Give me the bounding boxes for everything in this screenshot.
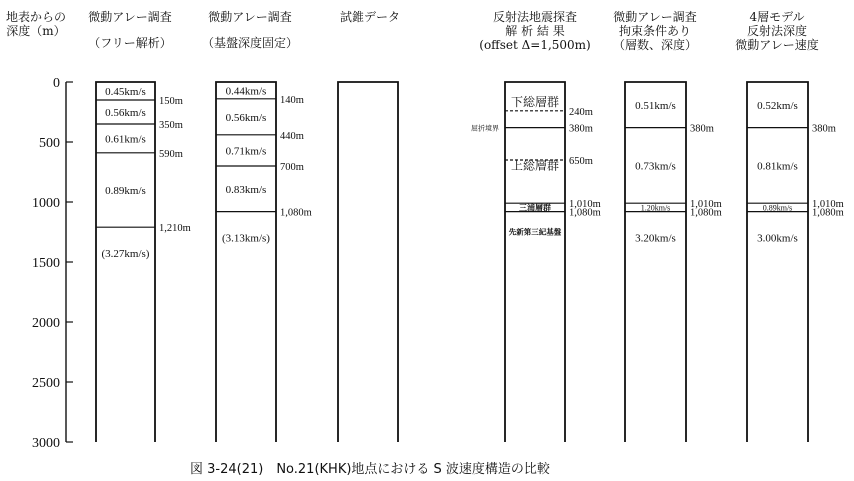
y-axis-title-line-2: 深度（m） <box>6 24 66 38</box>
layer-velocity-label: 1.20km/s <box>640 203 671 213</box>
figure-caption: 図 3-24(21) No.21(KHK)地点における S 波速度構造の比較 <box>190 462 550 477</box>
y-axis-tick-label: 2000 <box>32 316 60 331</box>
boundary-depth-label: 650m <box>569 156 593 167</box>
boundary-depth-label: 590m <box>159 148 183 160</box>
refraction-boundary-note: 屈折境界 <box>471 124 499 133</box>
layer-velocity-label: 0.89km/s <box>105 185 146 197</box>
layer-velocity-label: 0.73km/s <box>635 160 676 173</box>
layer-velocity-label: 0.45km/s <box>105 86 146 98</box>
column-outline <box>505 82 565 442</box>
boundary-depth-label: 1,010m <box>569 199 601 211</box>
y-axis-tick-label: 500 <box>39 136 60 151</box>
layer-velocity-label: 0.56km/s <box>225 111 267 124</box>
boundary-depth-label: 380m <box>569 123 593 135</box>
boundary-depth-label: 350m <box>159 120 183 131</box>
column-header-line: 微動アレー調査 <box>88 10 172 24</box>
layer-velocity-label: 0.44km/s <box>225 85 267 98</box>
boundary-depth-label: 440m <box>280 130 304 142</box>
layer-velocity-label: 0.51km/s <box>635 99 676 112</box>
y-axis-tick-label: 0 <box>53 76 60 91</box>
layer-velocity-label: 三浦層群 <box>519 203 551 213</box>
column-header-line: (offset Δ=1,500m) <box>479 38 591 52</box>
boundary-depth-label: 1,080m <box>280 207 312 219</box>
layer-velocity-label: (3.13km/s) <box>222 232 270 245</box>
boundary-depth-label: 1,080m <box>690 207 722 219</box>
column-header-line: 4層モデル <box>749 10 805 24</box>
boundary-depth-label: 1,010m <box>690 199 722 211</box>
column-header-line: （層数、深度） <box>612 38 697 52</box>
layer-velocity-label: 0.71km/s <box>225 145 267 158</box>
column-header-line: 微動アレー調査 <box>613 10 697 24</box>
column-header-line: （基盤深度固定） <box>201 36 298 50</box>
boundary-depth-label: 1,080m <box>812 207 844 219</box>
boundary-depth-label: 380m <box>812 123 836 135</box>
boundary-depth-label: 240m <box>569 106 593 118</box>
boundary-depth-label: 380m <box>690 123 714 135</box>
layer-velocity-label: 3.00km/s <box>757 232 798 245</box>
y-axis-title-line-1: 地表からの <box>5 10 66 24</box>
column-header-line: 微動アレー速度 <box>735 38 819 52</box>
column-header-line: 微動アレー調査 <box>208 10 292 24</box>
boundary-depth-label: 1,080m <box>569 207 601 219</box>
layer-velocity-label: 0.83km/s <box>225 183 267 196</box>
column-header-line: 解 析 結 果 <box>505 24 565 38</box>
y-axis-tick-label: 1500 <box>32 256 60 271</box>
boundary-depth-label: 1,010m <box>812 199 844 211</box>
column-outline <box>625 82 686 442</box>
column-header-line: （フリー解析） <box>88 36 172 50</box>
boundary-depth-label: 150m <box>159 96 183 107</box>
column-outline <box>338 82 398 442</box>
y-axis-tick-label: 2500 <box>32 376 60 391</box>
column-header-line: 試錐データ <box>339 10 400 24</box>
layer-velocity-label: 先新第三紀基盤 <box>508 227 562 237</box>
column-header-line: 反射法地震探査 <box>492 10 577 24</box>
y-axis-tick-label: 1000 <box>32 196 60 211</box>
layer-velocity-label: 0.81km/s <box>757 160 798 173</box>
layer-velocity-label: 0.52km/s <box>757 99 798 112</box>
column-outline <box>216 82 276 442</box>
layer-velocity-label: 下総層群 <box>510 95 560 109</box>
layer-velocity-label: (3.27km/s) <box>101 248 150 261</box>
column-header-line: 拘束条件あり <box>618 24 691 38</box>
layer-velocity-label: 0.89km/s <box>762 203 793 213</box>
layer-velocity-label: 3.20km/s <box>635 232 676 245</box>
layer-velocity-label: 上総層群 <box>510 158 560 173</box>
boundary-depth-label: 1,210m <box>159 223 191 235</box>
column-outline <box>747 82 808 442</box>
layer-velocity-label: 0.56km/s <box>105 107 146 119</box>
column-header-line: 反射法深度 <box>746 24 807 38</box>
boundary-depth-label: 140m <box>280 94 304 106</box>
boundary-depth-label: 700m <box>280 162 304 173</box>
y-axis-tick-label: 3000 <box>32 436 60 451</box>
layer-velocity-label: 0.61km/s <box>105 133 146 146</box>
